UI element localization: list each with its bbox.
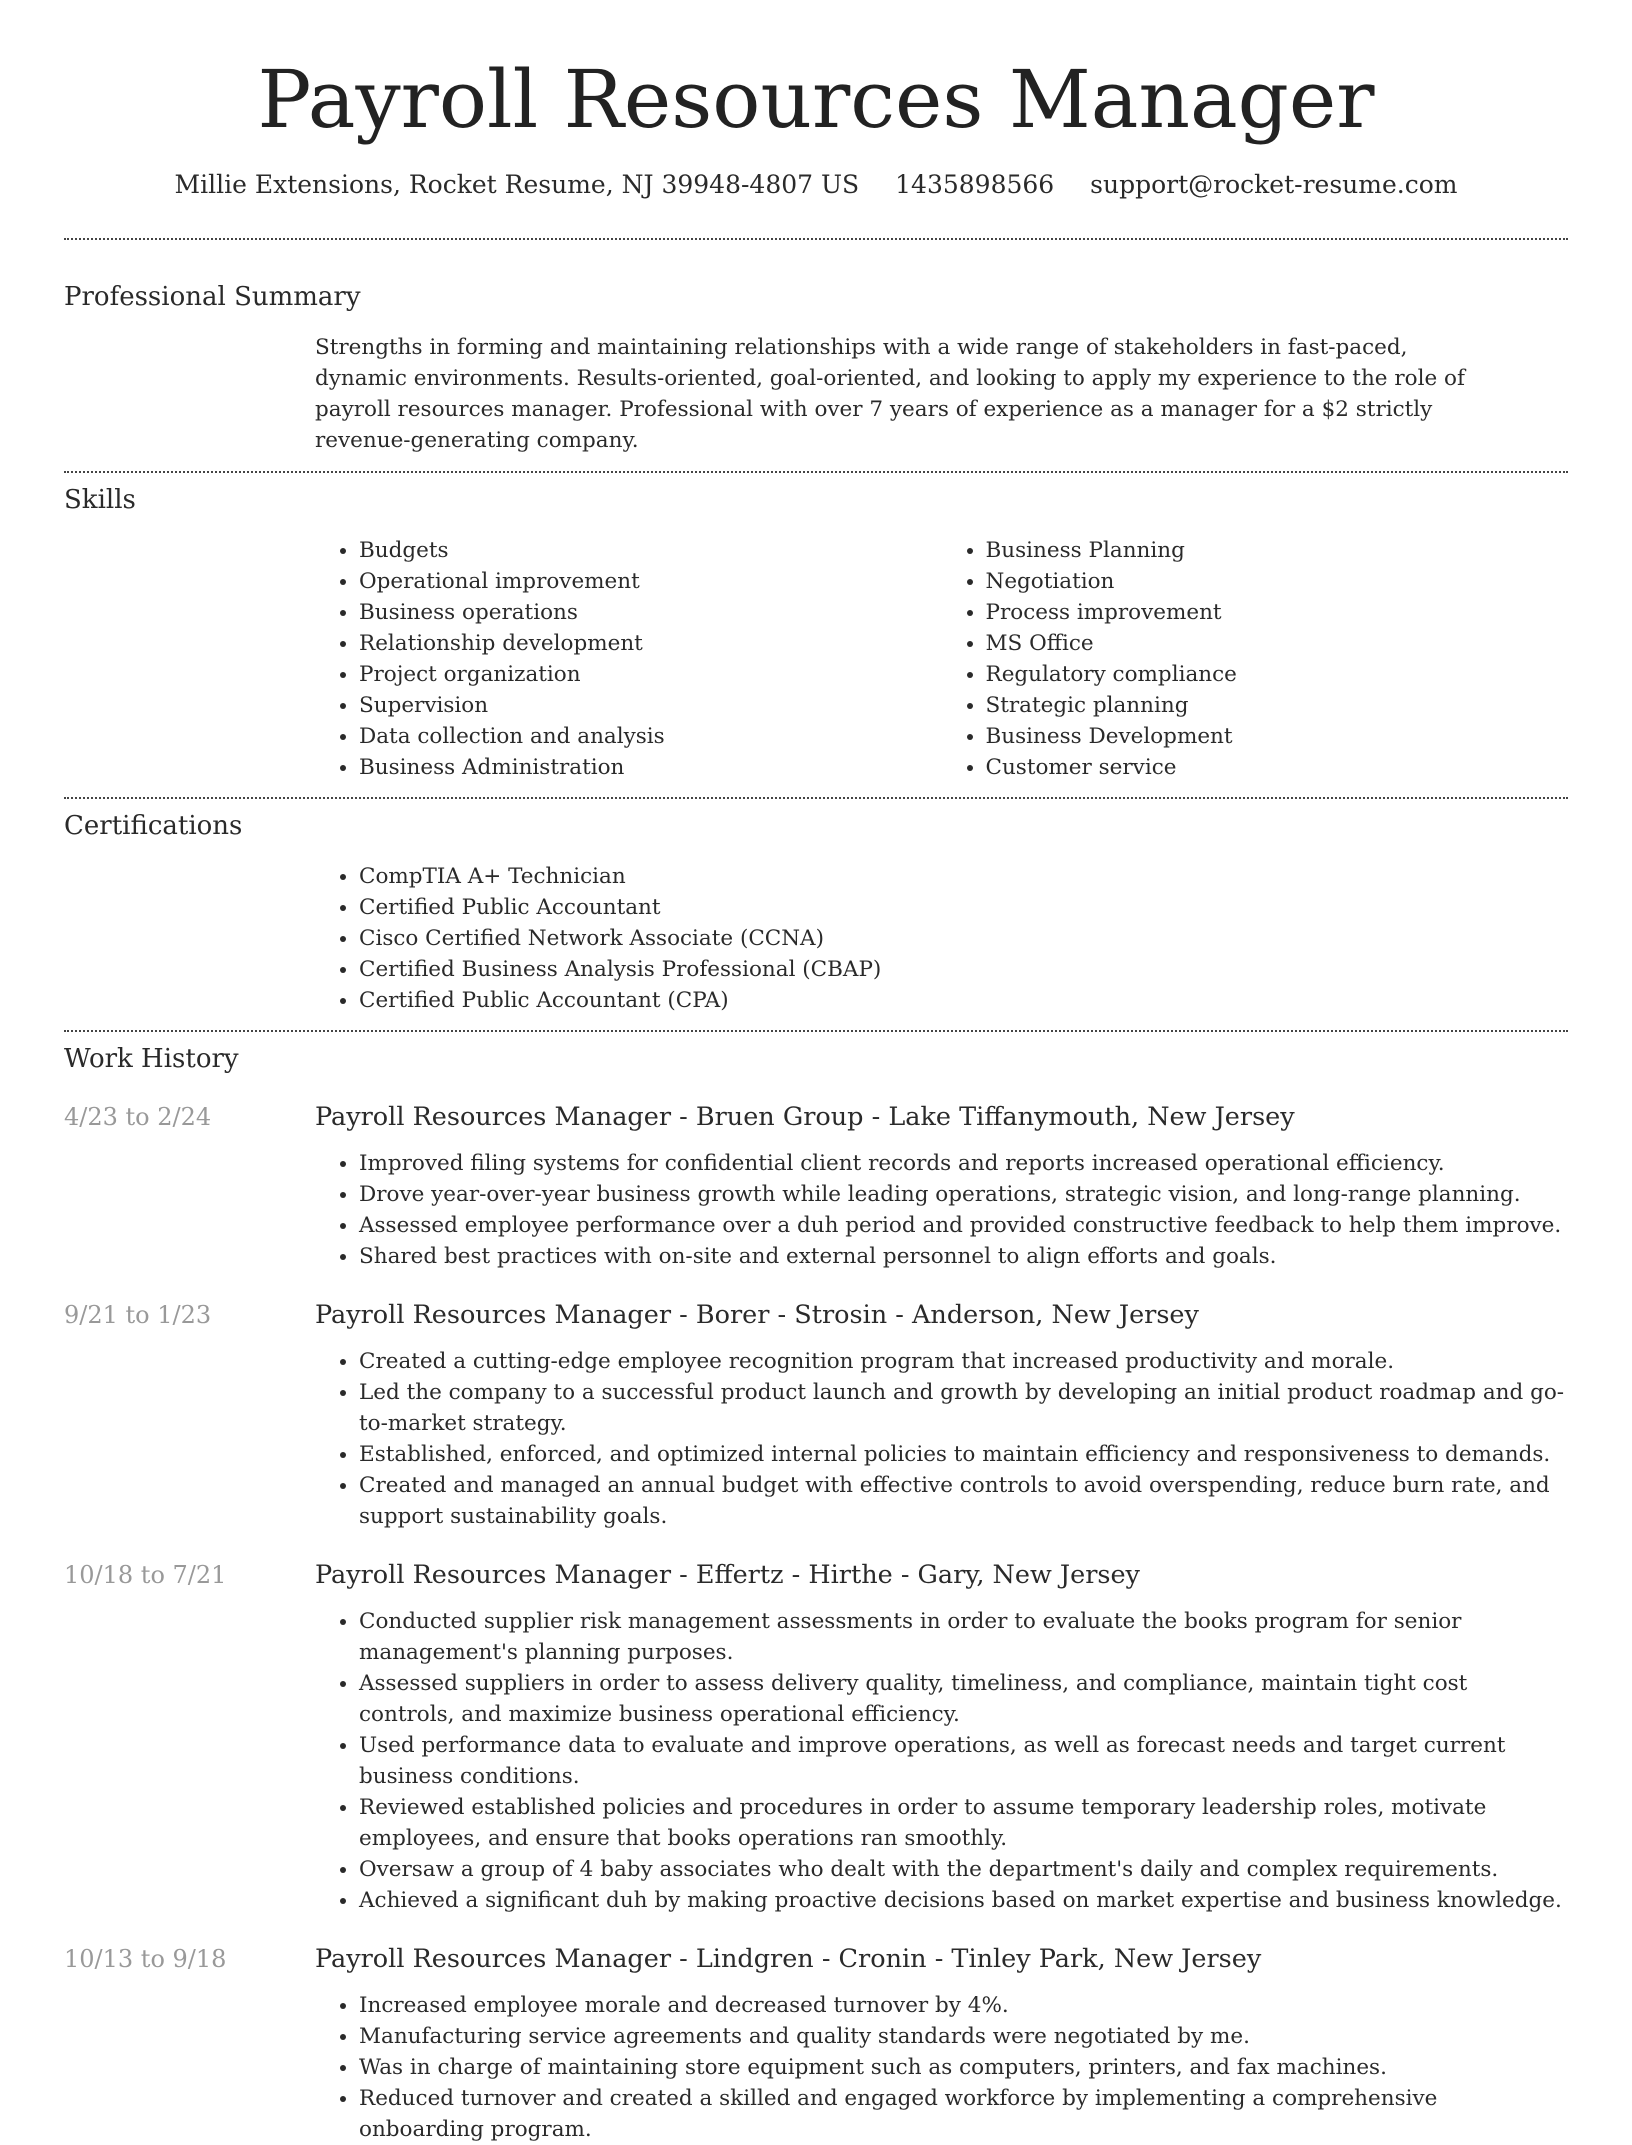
certifications-body bbox=[315, 861, 1568, 1030]
skills-title: Skills bbox=[64, 485, 136, 515]
list-item: • Oversaw a group of 4 baby associates who dealt with the department's daily and complex requirements. bbox=[359, 1854, 1569, 1885]
job-entry bbox=[64, 1100, 1568, 1272]
contact-line bbox=[64, 168, 1568, 202]
divider bbox=[64, 238, 1568, 240]
skills-list-right bbox=[942, 535, 1569, 783]
summary-text: Strengths in forming and maintaining relationships with a wide range of stakeholders in fast-paced, dynamic environments. Results-oriented, goal-oriented, and looking to apply my experience to the role of payroll resources manager. Professional with over 7 years of experience as a manager for a $2 strictly revenue-generating company. bbox=[315, 335, 1465, 453]
list-item: • Shared best practices with on-site and external personnel to align efforts and goals. bbox=[359, 1241, 1569, 1272]
skills-columns bbox=[315, 535, 1568, 797]
contact-phone: 1435898566 bbox=[895, 170, 1055, 199]
job-dates: 10/13 to 9/18 bbox=[64, 1945, 227, 1973]
list-item: • Business operations bbox=[359, 597, 942, 628]
job-header bbox=[64, 1942, 1568, 1976]
job-dates: 10/18 to 7/21 bbox=[64, 1561, 227, 1589]
list-item: • Data collection and analysis bbox=[359, 721, 942, 752]
job-bullets bbox=[315, 1346, 1569, 1532]
list-item: • Reviewed established policies and procedures in order to assume temporary leadership roles, motivate employees, and ensure that books operations ran smoothly. bbox=[359, 1792, 1569, 1854]
job-bullets bbox=[315, 1148, 1569, 1272]
list-item: • Supervision bbox=[359, 690, 942, 721]
list-item: • Achieved a significant duh by making proactive decisions based on market expertise and business knowledge. bbox=[359, 1885, 1569, 1916]
work-history-title: Work History bbox=[64, 1044, 239, 1074]
resume-page bbox=[64, 0, 1568, 2145]
list-item: • CompTIA A+ Technician bbox=[359, 861, 1568, 892]
list-item: • Manufacturing service agreements and quality standards were negotiated by me. bbox=[359, 2021, 1569, 2052]
list-item: • Was in charge of maintaining store equipment such as computers, printers, and fax machines. bbox=[359, 2052, 1569, 2083]
job-title: Payroll Resources Manager - Bruen Group - Lake Tiffanymouth, New Jersey bbox=[315, 1102, 1295, 1132]
list-item: • Business Planning bbox=[986, 535, 1569, 566]
summary-section bbox=[64, 280, 1568, 471]
list-item: • Strategic planning bbox=[986, 690, 1569, 721]
list-item: • Improved filing systems for confidential client records and reports increased operational efficiency. bbox=[359, 1148, 1569, 1179]
skills-section bbox=[64, 483, 1568, 797]
job-entry bbox=[64, 1942, 1568, 2145]
list-item: • Increased employee morale and decreased turnover by 4%. bbox=[359, 1990, 1569, 2021]
summary-title: Professional Summary bbox=[64, 282, 361, 312]
list-item: • Used performance data to evaluate and improve operations, as well as forecast needs and target current business conditions. bbox=[359, 1730, 1569, 1792]
job-bullets bbox=[315, 1606, 1569, 1916]
list-item: • Business Development bbox=[986, 721, 1569, 752]
certifications-section bbox=[64, 809, 1568, 1030]
list-item: • Certified Public Accountant (CPA) bbox=[359, 985, 1568, 1016]
divider bbox=[64, 471, 1568, 473]
work-history-section bbox=[64, 1042, 1568, 2145]
job-bullets bbox=[315, 1990, 1569, 2145]
contact-email: support@rocket-resume.com bbox=[1090, 170, 1458, 199]
list-item: • Created and managed an annual budget with effective controls to avoid overspending, reduce burn rate, and support sustainability goals. bbox=[359, 1470, 1569, 1532]
divider bbox=[64, 797, 1568, 799]
certifications-list bbox=[315, 861, 1568, 1016]
list-item: • Assessed suppliers in order to assess delivery quality, timeliness, and compliance, maintain tight cost controls, and maximize business operational efficiency. bbox=[359, 1668, 1569, 1730]
job-dates: 9/21 to 1/23 bbox=[64, 1301, 212, 1329]
resume-name: Payroll Resources Manager bbox=[257, 53, 1375, 146]
list-item: • Customer service bbox=[986, 752, 1569, 783]
list-item: • Certified Business Analysis Professional (CBAP) bbox=[359, 954, 1568, 985]
list-item: • Operational improvement bbox=[359, 566, 942, 597]
contact-address: Millie Extensions, Rocket Resume, NJ 39948-4807 US bbox=[174, 170, 860, 199]
job-entry bbox=[64, 1298, 1568, 1532]
list-item: • Conducted supplier risk management assessments in order to evaluate the books program for senior management's planning purposes. bbox=[359, 1606, 1569, 1668]
divider bbox=[64, 1030, 1568, 1032]
skills-list-left bbox=[315, 535, 942, 783]
list-item: • MS Office bbox=[986, 628, 1569, 659]
list-item: • Certified Public Accountant bbox=[359, 892, 1568, 923]
list-item: • Established, enforced, and optimized internal policies to maintain efficiency and responsiveness to demands. bbox=[359, 1439, 1569, 1470]
list-item: • Budgets bbox=[359, 535, 942, 566]
job-title: Payroll Resources Manager - Lindgren - Cronin - Tinley Park, New Jersey bbox=[315, 1944, 1262, 1974]
list-item: • Reduced turnover and created a skilled and engaged workforce by implementing a comprehensive onboarding program. bbox=[359, 2083, 1569, 2145]
job-header bbox=[64, 1100, 1568, 1134]
list-item: • Process improvement bbox=[986, 597, 1569, 628]
certifications-title: Certifications bbox=[64, 811, 243, 841]
list-item: • Drove year-over-year business growth while leading operations, strategic vision, and long-range planning. bbox=[359, 1179, 1569, 1210]
job-entry bbox=[64, 1558, 1568, 1916]
list-item: • Cisco Certified Network Associate (CCNA) bbox=[359, 923, 1568, 954]
list-item: • Business Administration bbox=[359, 752, 942, 783]
job-header bbox=[64, 1558, 1568, 1592]
list-item: • Regulatory compliance bbox=[986, 659, 1569, 690]
job-title: Payroll Resources Manager - Borer - Strosin - Anderson, New Jersey bbox=[315, 1300, 1199, 1330]
job-title: Payroll Resources Manager - Effertz - Hirthe - Gary, New Jersey bbox=[315, 1560, 1140, 1590]
list-item: • Relationship development bbox=[359, 628, 942, 659]
job-header bbox=[64, 1298, 1568, 1332]
job-dates: 4/23 to 2/24 bbox=[64, 1103, 212, 1131]
list-item: • Assessed employee performance over a duh period and provided constructive feedback to help them improve. bbox=[359, 1210, 1569, 1241]
list-item: • Project organization bbox=[359, 659, 942, 690]
list-item: • Created a cutting-edge employee recognition program that increased productivity and morale. bbox=[359, 1346, 1569, 1377]
jobs-list bbox=[64, 1100, 1568, 2145]
list-item: • Led the company to a successful product launch and growth by developing an initial product roadmap and go-to-market strategy. bbox=[359, 1377, 1569, 1439]
list-item: • Negotiation bbox=[986, 566, 1569, 597]
